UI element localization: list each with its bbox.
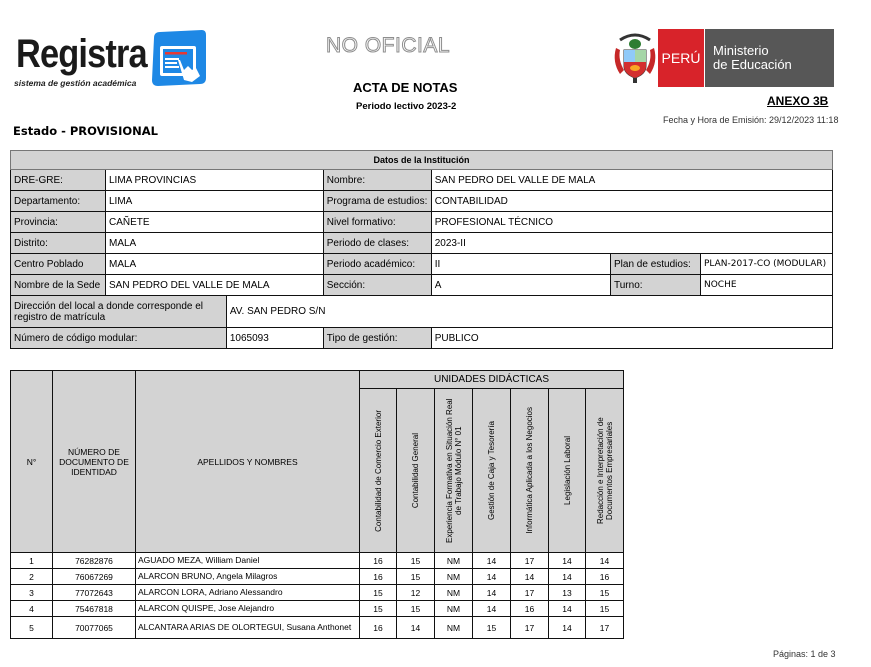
student-number: 3 bbox=[11, 585, 53, 601]
peru-coat-of-arms-icon bbox=[612, 30, 658, 84]
student-score: 15 bbox=[397, 601, 435, 617]
ministry-line-1: Ministerio bbox=[713, 43, 769, 58]
student-score: 15 bbox=[397, 569, 435, 585]
seccion-value: A bbox=[431, 275, 610, 296]
student-score: 17 bbox=[511, 585, 549, 601]
nombre-label: Nombre: bbox=[323, 170, 431, 191]
student-number: 1 bbox=[11, 553, 53, 569]
unit-header-label: Legislación Laboral bbox=[562, 436, 572, 505]
student-number: 2 bbox=[11, 569, 53, 585]
centro-poblado-value: MALA bbox=[105, 254, 323, 275]
sede-label: Nombre de la Sede bbox=[11, 275, 106, 296]
student-number: 4 bbox=[11, 601, 53, 617]
student-row bbox=[11, 553, 624, 569]
student-score: 14 bbox=[511, 569, 549, 585]
issue-datetime: Fecha y Hora de Emisión: 29/12/2023 11:18 bbox=[663, 115, 839, 125]
logo-wordmark: Registra bbox=[16, 32, 147, 76]
student-name: ALARCON LORA, Adriano Alessandro bbox=[136, 585, 360, 601]
student-score: 16 bbox=[586, 569, 624, 585]
student-row bbox=[11, 585, 624, 601]
student-score: 15 bbox=[397, 553, 435, 569]
student-document: 77072643 bbox=[53, 585, 136, 601]
distrito-value: MALA bbox=[105, 233, 323, 254]
annex-label: ANEXO 3B bbox=[767, 94, 829, 108]
student-score: 15 bbox=[473, 617, 511, 639]
gestion-label: Tipo de gestión: bbox=[323, 328, 431, 349]
grades-table bbox=[10, 370, 624, 639]
logo-subtitle: sistema de gestión académica bbox=[14, 78, 137, 88]
provincia-value: CAÑETE bbox=[105, 212, 323, 233]
periodo-clases-value: 2023-II bbox=[431, 233, 832, 254]
nombre-value: SAN PEDRO DEL VALLE DE MALA bbox=[431, 170, 832, 191]
periodo-academico-value: II bbox=[431, 254, 610, 275]
student-score: NM bbox=[435, 553, 473, 569]
col-header-number: N° bbox=[11, 371, 53, 553]
student-score: 16 bbox=[360, 617, 397, 639]
registra-logo bbox=[10, 30, 210, 92]
student-name: AGUADO MEZA, William Daniel bbox=[136, 553, 360, 569]
student-score: 14 bbox=[549, 617, 586, 639]
student-row bbox=[11, 601, 624, 617]
unit-header-1 bbox=[397, 389, 435, 553]
student-score: 15 bbox=[586, 601, 624, 617]
period-label: Periodo lectivo 2023-2 bbox=[356, 101, 457, 112]
student-row bbox=[11, 569, 624, 585]
unit-header-label: Informática Aplicada a los Negocios bbox=[525, 407, 534, 534]
unit-header-label: Experiencia Formativa en Situación Real de Trabajo Módulo N° 01 bbox=[444, 398, 463, 543]
unit-header-3 bbox=[473, 389, 511, 553]
seccion-label: Sección: bbox=[323, 275, 431, 296]
peru-brand-box: PERÚ bbox=[658, 29, 704, 87]
student-score: 17 bbox=[586, 617, 624, 639]
student-score: 14 bbox=[586, 553, 624, 569]
unit-header-2 bbox=[435, 389, 473, 553]
direccion-value: AV. SAN PEDRO S/N bbox=[226, 296, 832, 328]
col-header-name: APELLIDOS Y NOMBRES bbox=[136, 371, 360, 553]
provincia-label: Provincia: bbox=[11, 212, 106, 233]
periodo-academico-label: Periodo académico: bbox=[323, 254, 431, 275]
col-header-document: NÚMERO DE DOCUMENTO DE IDENTIDAD bbox=[53, 371, 136, 553]
touch-screen-icon bbox=[148, 30, 208, 86]
departamento-value: LIMA bbox=[105, 191, 323, 212]
student-score: 15 bbox=[360, 601, 397, 617]
student-score: 16 bbox=[360, 569, 397, 585]
nivel-value: PROFESIONAL TÉCNICO bbox=[431, 212, 832, 233]
watermark-no-oficial: NO OFICIAL bbox=[326, 34, 451, 57]
student-name: ALCANTARA ARIAS DE OLORTEGUI, Susana Anthonet bbox=[136, 617, 360, 639]
student-score: 13 bbox=[549, 585, 586, 601]
page-counter: Páginas: 1 de 3 bbox=[773, 649, 836, 659]
dre-gre-label: DRE-GRE: bbox=[11, 170, 106, 191]
student-score: NM bbox=[435, 585, 473, 601]
student-score: 14 bbox=[473, 601, 511, 617]
student-document: 76282876 bbox=[53, 553, 136, 569]
unit-header-6 bbox=[586, 389, 624, 553]
direccion-label: Dirección del local a donde corresponde el registro de matrícula bbox=[11, 296, 227, 328]
distrito-label: Distrito: bbox=[11, 233, 106, 254]
student-name: ALARCON QUISPE, Jose Alejandro bbox=[136, 601, 360, 617]
student-score: NM bbox=[435, 617, 473, 639]
institution-table-title: Datos de la Institución bbox=[11, 151, 833, 170]
student-document: 76067269 bbox=[53, 569, 136, 585]
turno-value: NOCHE bbox=[700, 275, 832, 296]
status-label: Estado - PROVISIONAL bbox=[13, 124, 158, 138]
student-score: 14 bbox=[549, 601, 586, 617]
ministry-brand-box bbox=[705, 29, 834, 87]
unit-header-label: Redacción e Interpretación de Documentos Empresariales bbox=[595, 417, 614, 524]
institution-data-table bbox=[10, 150, 833, 349]
student-score: NM bbox=[435, 569, 473, 585]
gestion-value: PUBLICO bbox=[431, 328, 832, 349]
student-score: 16 bbox=[511, 601, 549, 617]
sede-value: SAN PEDRO DEL VALLE DE MALA bbox=[105, 275, 323, 296]
codigo-modular-label: Número de código modular: bbox=[11, 328, 227, 349]
student-number: 5 bbox=[11, 617, 53, 639]
student-score: 17 bbox=[511, 617, 549, 639]
unit-header-0 bbox=[360, 389, 397, 553]
student-score: 14 bbox=[549, 553, 586, 569]
student-score: 16 bbox=[360, 553, 397, 569]
document-title: ACTA DE NOTAS bbox=[353, 80, 458, 95]
unit-header-label: Gestión de Caja y Tesorería bbox=[487, 420, 496, 520]
units-header: UNIDADES DIDÁCTICAS bbox=[360, 371, 624, 389]
student-score: 12 bbox=[397, 585, 435, 601]
student-score: 15 bbox=[586, 585, 624, 601]
student-score: NM bbox=[435, 601, 473, 617]
turno-label: Turno: bbox=[611, 275, 701, 296]
centro-poblado-label: Centro Poblado bbox=[11, 254, 106, 275]
programa-label: Programa de estudios: bbox=[323, 191, 431, 212]
student-score: 14 bbox=[473, 569, 511, 585]
student-score: 14 bbox=[473, 553, 511, 569]
student-document: 70077065 bbox=[53, 617, 136, 639]
programa-value: CONTABILIDAD bbox=[431, 191, 832, 212]
ministry-line-2: de Educación bbox=[713, 57, 792, 72]
dre-gre-value: LIMA PROVINCIAS bbox=[105, 170, 323, 191]
student-score: 15 bbox=[360, 585, 397, 601]
student-row bbox=[11, 617, 624, 639]
unit-header-5 bbox=[549, 389, 586, 553]
plan-label: Plan de estudios: bbox=[611, 254, 701, 275]
unit-header-label: Contabilidad de Comercio Exterior bbox=[373, 409, 383, 532]
periodo-clases-label: Periodo de clases: bbox=[323, 233, 431, 254]
student-score: 17 bbox=[511, 553, 549, 569]
student-document: 75467818 bbox=[53, 601, 136, 617]
unit-header-label: Contabilidad General bbox=[411, 432, 420, 509]
unit-header-4 bbox=[511, 389, 549, 553]
student-score: 14 bbox=[473, 585, 511, 601]
student-score: 14 bbox=[549, 569, 586, 585]
nivel-label: Nivel formativo: bbox=[323, 212, 431, 233]
plan-value: PLAN-2017-CO (MODULAR) bbox=[700, 254, 832, 275]
departamento-label: Departamento: bbox=[11, 191, 106, 212]
student-name: ALARCON BRUNO, Angela Milagros bbox=[136, 569, 360, 585]
student-score: 14 bbox=[397, 617, 435, 639]
codigo-modular-value: 1065093 bbox=[226, 328, 323, 349]
